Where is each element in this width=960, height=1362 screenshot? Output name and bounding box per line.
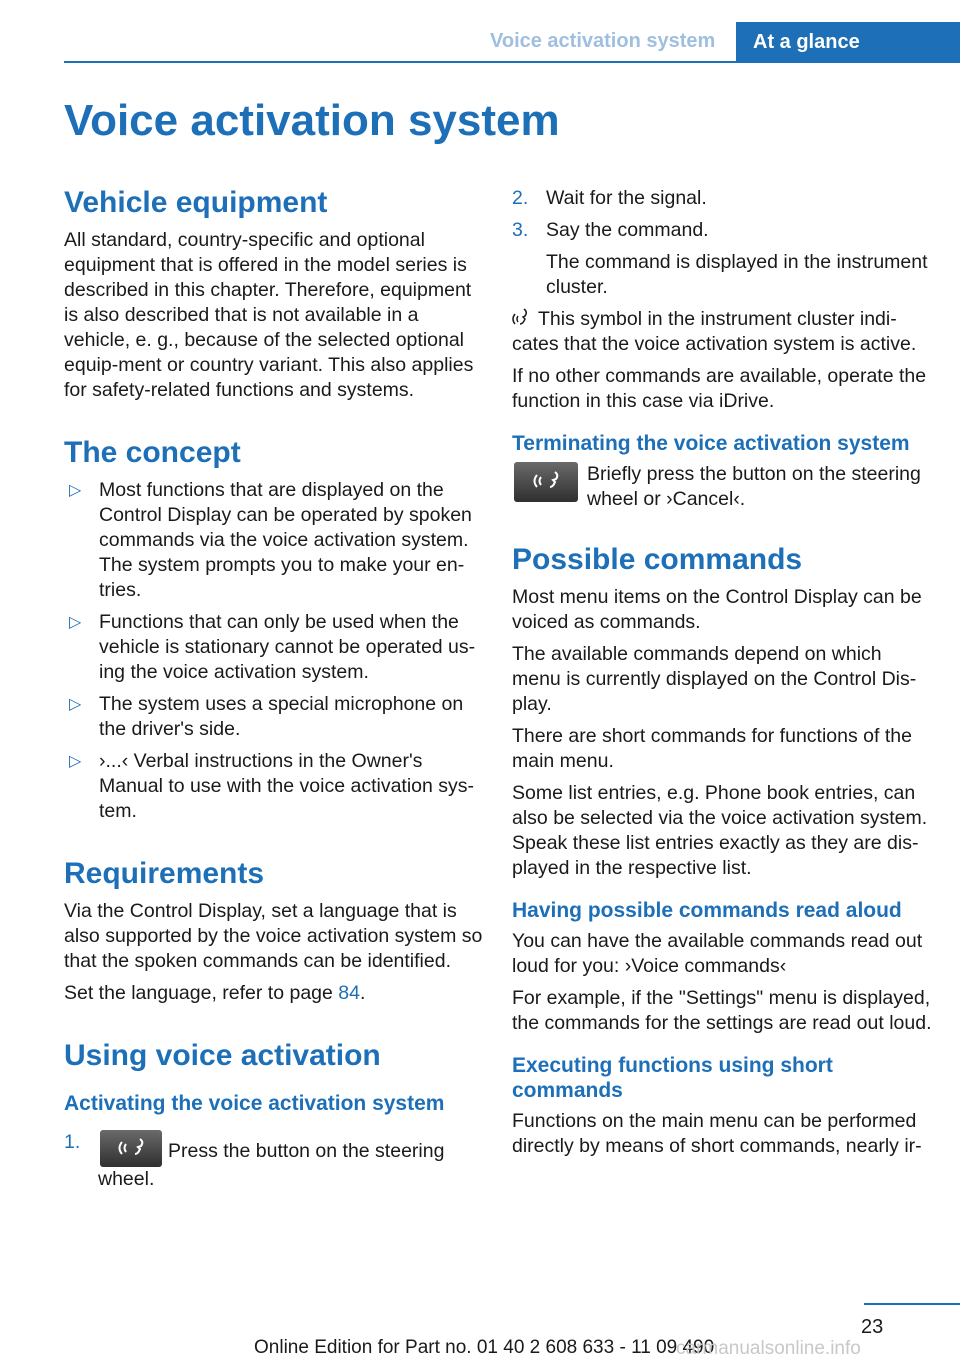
heading-vehicle-equipment: Vehicle equipment	[64, 186, 328, 219]
voice-button-icon	[100, 1130, 162, 1167]
language-reference: Set the language, refer to page 84.	[64, 982, 366, 1004]
bullet-triangle-icon: ▷	[69, 482, 82, 499]
edition-note: Online Edition for Part no. 01 40 2 608 633 - 11 09 490	[254, 1337, 715, 1358]
list-item-text: Most functions that are displayed on the Control Display can be operated by spoken commands via the voice activation system. The system prompts you to make your en-tries.	[99, 479, 472, 601]
language-reference-text: Set the language, refer to page	[64, 982, 339, 1004]
no-commands-text: If no other commands are available, operate the function in this case via iDrive.	[512, 365, 927, 412]
header-section-tab-label: At a glance	[753, 31, 860, 53]
possible-paragraph: There are short commands for functions of the main menu.	[512, 725, 912, 772]
possible-paragraph: Some list entries, e.g. Phone book entries, can also be selected via the voice activation system. Speak these list entries exactly as they are dis-played in the respective list.	[512, 782, 928, 879]
short-commands-text: Functions on the main menu can be performed directly by means of short commands, nearly ir-	[512, 1110, 922, 1157]
terminate-text: Briefly press the button on the steering wheel or ›Cancel‹.	[587, 463, 921, 510]
list-item-text: Say the command.	[546, 219, 709, 241]
step-number: 2.	[512, 187, 529, 209]
page-link-84[interactable]: 84	[338, 982, 360, 1004]
bullet-triangle-icon: ▷	[69, 696, 82, 713]
step-number: 1.	[64, 1131, 81, 1153]
heading-possible-commands: Possible commands	[512, 543, 803, 576]
possible-paragraph: Most menu items on the Control Display can be voiced as commands.	[512, 586, 922, 633]
left-column	[64, 186, 484, 1199]
step-number: 3.	[512, 219, 529, 241]
watermark: carmanualsonline.info	[676, 1338, 861, 1359]
activation-steps-continued	[512, 186, 932, 300]
read-aloud-paragraph: For example, if the "Settings" menu is displayed, the commands for the settings are read out loud.	[512, 987, 932, 1034]
bullet-triangle-icon: ▷	[69, 753, 82, 770]
header-section-tab	[736, 22, 960, 63]
page-title: Voice activation system	[64, 96, 560, 145]
heading-terminating: Terminating the voice activation system	[512, 432, 910, 455]
list-item	[512, 186, 932, 211]
activation-steps	[64, 1130, 484, 1192]
list-item-text: ›...‹ Verbal instructions in the Owner's Manual to use with the voice activation sys-tem.	[99, 750, 475, 822]
header-chapter-title: Voice activation system	[490, 30, 716, 52]
vehicle-equipment-text: All standard, country-specific and optional equipment that is offered in the model series is described in this chapter. Therefore, equipment is also described that is not available in a vehicle, e. g., because of the selected optional equip-ment or country variant. This also applies for safety-related functions and systems.	[64, 229, 474, 401]
list-item-text: Press the button on the steering wheel.	[98, 1140, 445, 1190]
terminate-instruction	[512, 462, 932, 517]
header-rule	[64, 61, 736, 63]
heading-the-concept: The concept	[64, 436, 241, 469]
bullet-triangle-icon: ▷	[69, 614, 82, 631]
list-item-text: The system uses a special microphone on the driver's side.	[99, 693, 464, 740]
step-note: The command is displayed in the instrument cluster.	[546, 251, 928, 298]
symbol-paragraph	[512, 307, 932, 357]
requirements-text: Via the Control Display, set a language that is also supported by the voice activation system so that the spoken commands can be identified.	[64, 900, 483, 972]
heading-read-aloud: Having possible commands read aloud	[512, 899, 902, 922]
read-aloud-paragraph: You can have the available commands read out loud for you: ›Voice commands‹	[512, 930, 923, 977]
list-item	[64, 1130, 484, 1192]
list-item	[64, 610, 484, 685]
possible-paragraph: The available commands depend on which menu is currently displayed on the Control Dis-play.	[512, 643, 917, 715]
list-item-text: Functions that can only be used when the vehicle is stationary cannot be operated us-ing the voice activation system.	[99, 611, 476, 683]
concept-list	[64, 478, 484, 824]
list-item	[64, 478, 484, 603]
list-item-text: Wait for the signal.	[546, 187, 707, 209]
page-number: 23	[861, 1316, 884, 1338]
symbol-text: This symbol in the instrument cluster indi-cates that the voice activation system is active.	[512, 308, 917, 355]
list-item	[64, 749, 484, 824]
voice-active-symbol-icon	[512, 307, 532, 329]
heading-using-voice-activation: Using voice activation	[64, 1039, 381, 1072]
voice-button-icon	[514, 462, 578, 502]
heading-activating: Activating the voice activation system	[64, 1092, 445, 1115]
right-column	[512, 186, 932, 1166]
footer-rule	[864, 1303, 960, 1305]
heading-requirements: Requirements	[64, 857, 265, 890]
list-item	[512, 218, 932, 300]
heading-short-commands: Executing functions using short commands	[512, 1054, 833, 1102]
list-item	[64, 692, 484, 742]
